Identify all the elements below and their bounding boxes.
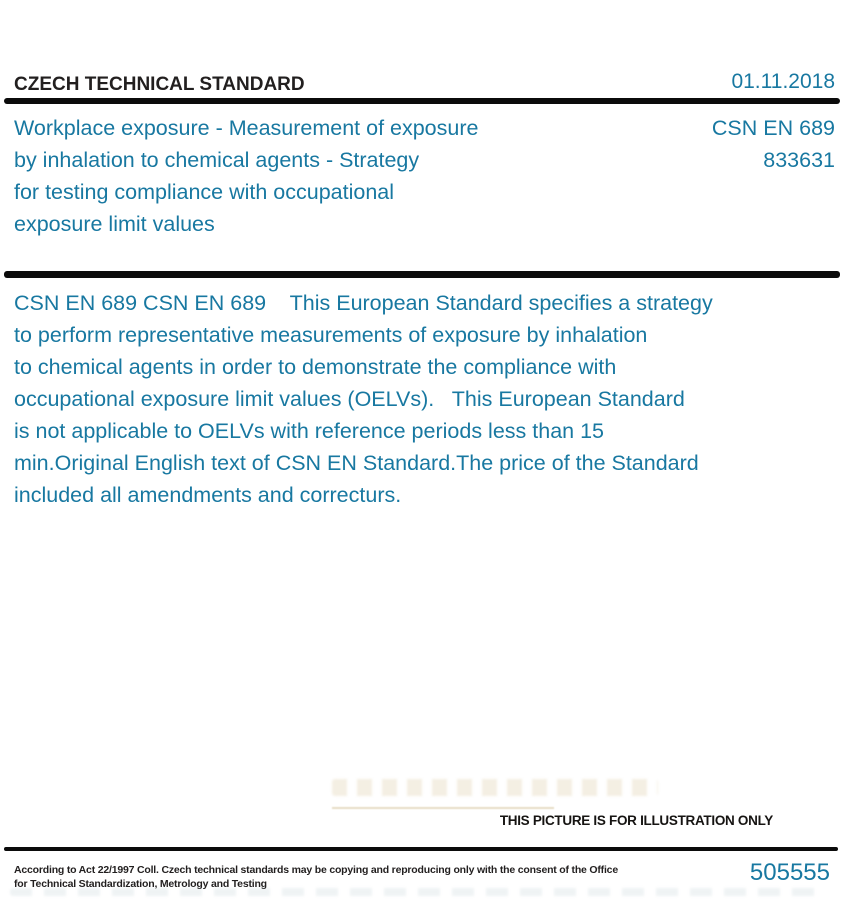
annotation-line: is not applicable to OELVs with reference periods less than 15: [14, 419, 604, 443]
annotation-line: included all amendments and correcturs.: [14, 483, 402, 507]
standard-code: CSN EN 689: [711, 116, 835, 140]
issue-date: 01.11.2018: [731, 70, 835, 93]
standard-title: [14, 112, 574, 240]
copyright-notice: [14, 863, 618, 891]
footer-divider: [4, 847, 838, 851]
order-number: 505555: [749, 859, 830, 886]
standard-title-line: by inhalation to chemical agents - Strategy: [14, 148, 420, 172]
faint-watermark-underline: [332, 807, 554, 809]
annotation-line: to chemical agents in order to demonstrate the compliance with: [14, 355, 617, 379]
annotation-line: to perform representative measurements of exposure by inhalation: [14, 323, 648, 347]
faint-watermark-text: [332, 779, 658, 796]
annotation-line: occupational exposure limit values (OELVs). This European Standard: [14, 387, 685, 411]
copyright-line: According to Act 22/1997 Coll. Czech technical standards may be copying and reproducing only with the consent of the Office: [14, 864, 618, 876]
annotation-line: CSN EN 689 CSN EN 689 This European Standard specifies a strategy: [14, 291, 713, 315]
page-title: CZECH TECHNICAL STANDARD: [14, 74, 305, 95]
standard-class-number: 833631: [763, 148, 835, 172]
illustration-only-note: THIS PICTURE IS FOR ILLUSTRATION ONLY: [499, 813, 773, 828]
standard-annotation: [14, 287, 754, 511]
copyright-line: for Technical Standardization, Metrology and Testing: [14, 878, 267, 890]
standard-code-block: [712, 112, 835, 176]
faint-watermark-strip: [10, 888, 818, 896]
middle-divider: [4, 271, 840, 278]
standard-title-line: for testing compliance with occupational: [14, 180, 395, 204]
standard-title-line: exposure limit values: [14, 212, 215, 236]
top-divider: [4, 98, 840, 104]
annotation-line: min.Original English text of CSN EN Standard.The price of the Standard: [14, 451, 699, 475]
standard-title-line: Workplace exposure - Measurement of exposure: [14, 116, 479, 140]
